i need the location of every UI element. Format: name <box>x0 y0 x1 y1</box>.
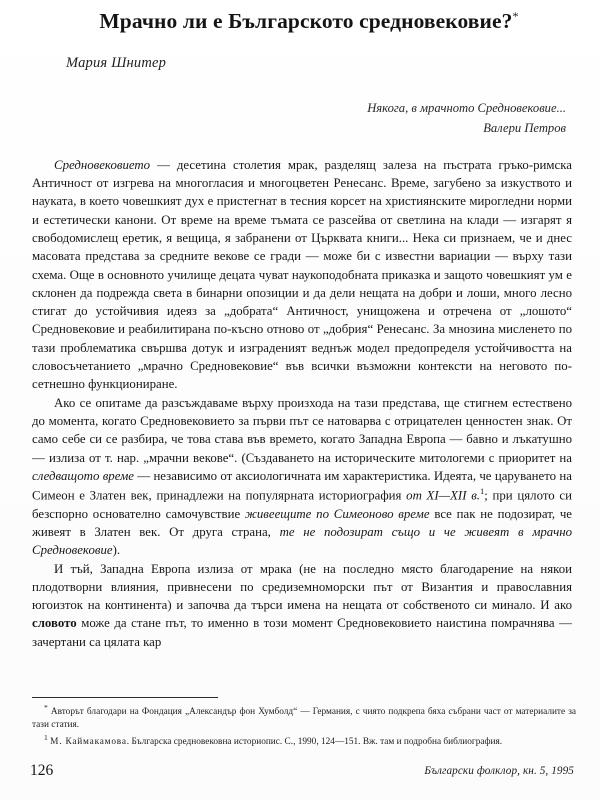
run-normal: Ако се опитаме да разсъждаваме върху произхода на тази представа, ще стигнем естествено до момента, когато Средновековието за първи път се натоварва с отрицателен ценностен знак. От само себе си се разбира, че това става във времето, когато Западна Европа — бавно и лъкатушно — излиза от т. нар. „мрачни векове“. (Създаването на историческите митологеми с приоритет на <box>32 395 572 465</box>
title-footnote-marker: * <box>512 8 519 23</box>
run-normal: все пак не подозират, че живеят в Златен век. От друга страна, <box>32 506 572 539</box>
run-italic: те не подозират също и че живеят в мрачно Средновековие <box>32 524 572 558</box>
page-content <box>32 0 572 651</box>
run-normal: И тъй, Западна Европа излиза от мрака (не на последно място благодарение на някои плодотворни влияния, привнесени по средиземноморски път от Византия и православния югоизток на континента) и започва да търси имена на нещата от собственото си минало. И ако <box>32 561 572 613</box>
run-normal: — независимо от аксиологичната им характеристика. Идеята, че царуването на Симеон е Златен век, принадлежи на популярната историография <box>32 468 572 503</box>
epigraph <box>32 99 572 139</box>
footnote-1 <box>32 733 576 749</box>
footnote-marker: * <box>44 703 48 712</box>
page-title-text: Мрачно ли е Българското средновековие? <box>99 9 513 33</box>
footnote-marker: 1 <box>44 732 48 742</box>
page-number: 126 <box>30 762 54 779</box>
footnote-star <box>32 703 576 732</box>
footnote-text: Авторът благодари на Фондация „Александър фон Хумболд“ — Германия, с чиято подкрепа бяха събрани част от материалите за тази статия. <box>32 707 576 730</box>
run-normal: ). <box>112 543 121 558</box>
page-title <box>32 9 572 34</box>
footnote-separator-rule <box>32 697 218 698</box>
epigraph-quote: Някога, в мрачното Средновековие... <box>367 100 566 115</box>
epigraph-source: Валери Петров <box>483 121 566 136</box>
run-italic: следващото време <box>32 468 134 483</box>
footnote-text: . Българска средновековна историопис. С., 1990, 124—151. Вж. там и подробна библиография. <box>126 736 503 747</box>
footnote-reference-1[interactable]: 1 <box>479 486 485 497</box>
run-italic: живеещите по Симеоново време <box>244 506 430 521</box>
run-bold: словото <box>32 616 77 631</box>
paragraph-1 <box>32 156 572 394</box>
run-italic: Средновековието <box>54 157 151 172</box>
run-normal: ; при цялото си безспорно основателно самочувствие <box>32 488 572 521</box>
footnotes <box>32 703 576 749</box>
paragraph-3 <box>32 560 572 651</box>
journal-reference: Български фолклор, кн. 5, 1995 <box>424 765 574 777</box>
author-name: Мария Шнитер <box>66 54 167 71</box>
run-italic: от XI—XII в. <box>406 488 480 503</box>
footnote-author: М. Каймакамова <box>50 736 127 747</box>
run-normal: — десетина столетия мрак, разделящ залеза на пъстрата гръко-римска Античност от изгрева на многогласия и многоцветен Ренесанс. Време, загубено за изкуството и науката, в което човешкият дух е пристегнат в тесния корсет на християнските мирогледни норми и естетически канони. От време на време тъмата се разсейва от светлина на клади — изгарят я свободомислещ еретик, я вещица, я забранени от Църквата книги... Нека си признаем, че и днес масовата представа за средните векове се гради — може би с известни вариации — върху тази схема. Още в основното училище децата чуват наукоподобната приказка и защото човешкият ум е склонен да подрежда света в бинарни опозиции и да дели нещата на добри и лоши, много лесно стигат до устойчивия идеяз за „добрата“ Античност, унищожена и отречена от „лошото“ Средновековие и реабилитирана по-късно отново от „добрия“ Ренесанс. За мнозина мисленето по тази проблематика свършва дотук и изграденият веднъж модел предопределя устойчивостта на словосъчетанието „мрачно Средновековие“ във всички възможни контексти на неговото по-сетнешно функциониране. <box>32 157 572 392</box>
body-text <box>32 156 572 651</box>
paragraph-2 <box>32 394 572 560</box>
run-normal: може да стане път, то именно в този момент Средновековието наистина помрачнява — зачертани са цялата кар <box>32 616 572 649</box>
